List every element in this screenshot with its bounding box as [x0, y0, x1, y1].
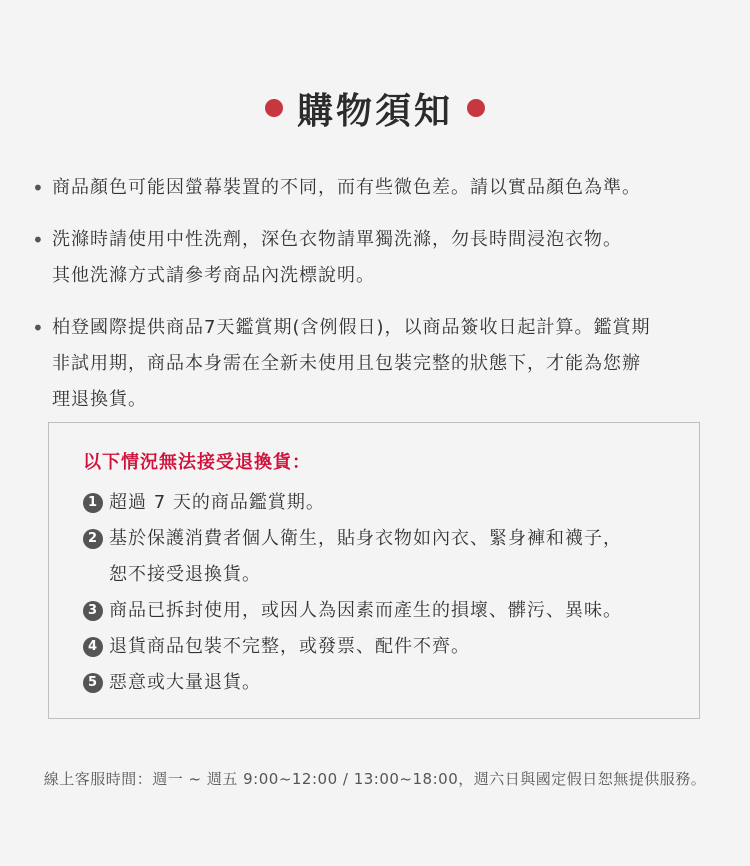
condition-text: 商品已拆封使用，或因人為因素而產生的損壞、髒污、異味。	[109, 600, 622, 621]
number-badge-icon: 3	[83, 601, 103, 621]
bullet-icon: •	[32, 316, 45, 340]
condition-text: 超過 7 天的商品鑑賞期。	[109, 492, 325, 513]
number-badge-icon: 4	[83, 637, 103, 657]
right-dot-icon	[467, 99, 485, 117]
number-badge-icon: 5	[83, 673, 103, 693]
note-item	[32, 170, 722, 206]
condition-item	[83, 521, 683, 593]
bullet-icon: •	[32, 228, 45, 252]
condition-text: 退貨商品包裝不完整，或發票、配件不齊。	[109, 636, 470, 657]
condition-item	[83, 629, 683, 665]
page-title: 購物須知	[296, 90, 453, 132]
notes-list	[32, 170, 722, 434]
condition-item	[83, 665, 683, 701]
condition-text: 惡意或大量退貨。	[109, 672, 261, 693]
conditions-list	[83, 485, 683, 701]
note-text: 商品顏色可能因螢幕裝置的不同，而有些微色差。請以實品顏色為準。	[52, 177, 641, 198]
page-title-bar	[0, 80, 750, 136]
condition-text: 基於保護消費者個人衛生，貼身衣物如內衣、緊身褲和襪子， 恕不接受退換貨。	[109, 528, 622, 585]
number-badge-icon: 2	[83, 529, 103, 549]
note-item	[32, 222, 722, 294]
service-hours-footer: 線上客服時間：週一 ~ 週五 9:00~12:00 / 13:00~18:00，週六日與國定假日恕無提供服務。	[43, 770, 707, 788]
bullet-icon: •	[32, 176, 45, 200]
note-text: 洗滌時請使用中性洗劑，深色衣物請單獨洗滌，勿長時間浸泡衣物。 其他洗滌方式請參考商品內洗標說明。	[52, 229, 622, 286]
condition-item	[83, 485, 683, 521]
no-return-conditions-box	[48, 422, 700, 719]
condition-item	[83, 593, 683, 629]
note-text: 柏登國際提供商品7天鑑賞期(含例假日)，以商品簽收日起計算。鑑賞期 非試用期，商品本身需在全新未使用且包裝完整的狀態下，才能為您辦 理退換貨。	[52, 317, 651, 410]
number-badge-icon: 1	[83, 493, 103, 513]
note-item	[32, 310, 722, 418]
conditions-heading: 以下情況無法接受退換貨：	[83, 452, 311, 473]
left-dot-icon	[265, 99, 283, 117]
